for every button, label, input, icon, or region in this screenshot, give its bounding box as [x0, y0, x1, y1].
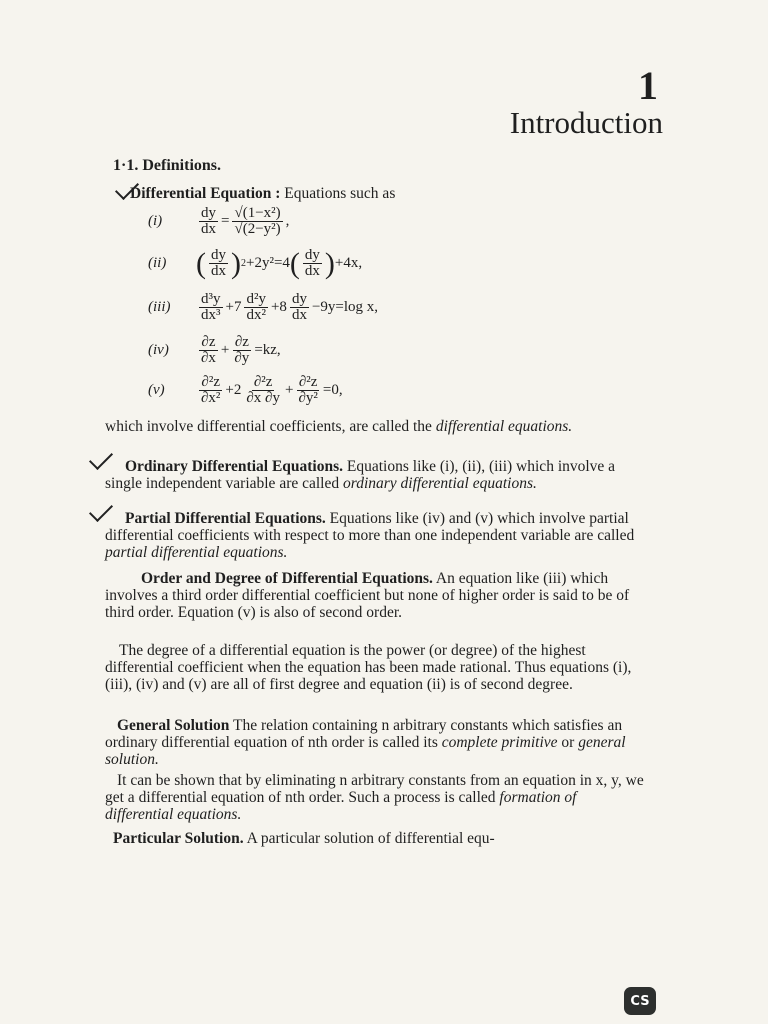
general-or: or: [557, 734, 579, 751]
fraction: [199, 206, 218, 237]
degree-text: The degree of a differential equation is the power (or degree) of the highest differential coefficient when the equation has been made rational. Thus equations (i), (iii), (iv) and (v) are all of first degree and equation (ii) is of second degree.: [105, 642, 632, 693]
fraction: [199, 292, 223, 323]
denominator: ∂y²: [298, 390, 318, 406]
fraction: [232, 335, 251, 366]
equation-i: (i) $\frac{dy}{dx}$ = $\frac{\text{√(1−x²)}}{\text{√(2−y²)}}$ ,: [148, 205, 290, 237]
general-heading: General Solution: [117, 717, 230, 734]
formation-italic: formation of differential equations.: [105, 789, 577, 823]
fraction: [296, 375, 319, 406]
fraction: [209, 248, 228, 279]
denominator: ∂x: [201, 350, 216, 366]
eq-operator: +2: [225, 382, 242, 398]
numerator: dy: [291, 291, 307, 307]
denominator: dx: [304, 263, 320, 279]
particular-text: A particular solution of differential equ-: [243, 830, 495, 847]
eq-operator: +7: [225, 299, 242, 315]
numerator: dy: [304, 247, 320, 263]
ordinary-paragraph: [105, 458, 645, 492]
fraction: [199, 375, 222, 406]
general-italic-2: general solution.: [105, 734, 626, 768]
eq-mid: +2y²=4: [246, 255, 290, 271]
order-text: An equation like (iii) which involves a third order differential coefficient but none of higher order is said to be of third order. Equation (v) is also of second order.: [105, 570, 630, 621]
denominator: ∂x ∂y: [246, 390, 280, 406]
ordinary-italic: ordinary differential equations.: [343, 475, 537, 492]
eq-tail: =kz,: [254, 342, 281, 358]
numerator: dy: [211, 247, 226, 263]
eq-tail: +4x,: [334, 255, 363, 271]
chapter-title: Introduction: [509, 105, 663, 140]
exponent: 2: [241, 258, 246, 269]
general-paragraph: [105, 717, 645, 768]
denominator: dx³: [201, 307, 221, 323]
numerator: d³y: [201, 291, 221, 307]
denominator: dx: [291, 307, 307, 323]
ordinary-text: Equations like (i), (ii), (iii) which involve a single independent variable are called: [105, 458, 616, 492]
numerator: ∂z: [234, 334, 249, 350]
eq-label: (ii): [148, 255, 167, 271]
fraction: [290, 292, 309, 323]
equation-ii: (ii) ( $\frac{dy}{dx}$ ) 2 +2y²=4 ( $\frac{dy}{dx}$ ) +4x,: [148, 246, 363, 280]
eq-label: (v): [148, 382, 165, 398]
section-number: 1·1.: [113, 157, 139, 174]
numerator: dy: [201, 205, 216, 221]
numerator: ∂²z: [298, 374, 318, 390]
denominator: dx²: [246, 307, 266, 323]
eq-label: (iii): [148, 299, 171, 315]
particular-paragraph: [105, 830, 645, 847]
section-heading: [113, 157, 221, 175]
fraction: [244, 292, 268, 323]
equations-summary: [105, 418, 645, 435]
eq-tail: =0,: [322, 382, 343, 398]
formation-text: It can be shown that by eliminating n arbitrary constants from an equation in x, y, we get a differential equation of nth order. Such a process is called: [105, 772, 644, 806]
eq-label: (iv): [148, 342, 169, 358]
eq-tail: −9y=log x,: [311, 299, 379, 315]
eq-tail: ,: [285, 213, 290, 229]
section-title: Definitions.: [142, 157, 222, 174]
ordinary-heading: Ordinary Differential Equations.: [125, 458, 344, 475]
partial-text: Equations like (iv) and (v) which involve partial differential coefficients with respect to more than one independent variable are called: [105, 510, 635, 544]
denominator: dx: [201, 221, 216, 237]
fraction: [244, 375, 282, 406]
denominator: ∂x²: [201, 390, 221, 406]
order-paragraph: [105, 570, 645, 621]
summary-text: which involve differential coefficients, are called the: [105, 418, 436, 435]
denominator: ∂y: [234, 350, 250, 366]
intro-lead: Differential Equation :: [130, 185, 281, 202]
numerator: d²y: [246, 291, 266, 307]
numerator: √(1−x²): [234, 205, 281, 221]
particular-heading: Particular Solution.: [113, 830, 244, 847]
partial-italic: partial differential equations.: [105, 544, 288, 561]
eq-operator: +: [284, 382, 294, 398]
eq-operator: +8: [270, 299, 287, 315]
fraction: [232, 206, 282, 237]
intro-line: [130, 185, 650, 202]
eq-label: (i): [148, 213, 163, 229]
chapter-number: 1: [638, 63, 658, 108]
order-heading: Order and Degree of Differential Equations.: [141, 570, 433, 587]
numerator: ∂z: [201, 334, 216, 350]
numerator: ∂²z: [253, 374, 273, 390]
denominator: dx: [211, 263, 226, 279]
general-italic-1: complete primitive: [441, 734, 558, 751]
summary-italic: differential equations.: [435, 418, 573, 435]
general-text: The relation containing n arbitrary constants which satisfies an ordinary differential equation of nth order is called its: [105, 717, 623, 751]
camscanner-badge: CS: [624, 987, 656, 1015]
formation-paragraph: [105, 772, 645, 823]
fraction: [199, 335, 218, 366]
partial-paragraph: [105, 510, 645, 561]
equation-iii: [148, 292, 378, 323]
numerator: ∂²z: [201, 374, 220, 390]
equation-v: [148, 375, 343, 406]
intro-text: Equations such as: [280, 185, 396, 202]
denominator: √(2−y²): [234, 221, 281, 237]
equation-iv: (iv) $\frac{\partial z}{\partial x}$ + $\frac{\partial z}{\partial y}$ =kz,: [148, 334, 281, 366]
partial-heading: Partial Differential Equations.: [125, 510, 326, 527]
fraction: [303, 248, 322, 279]
degree-paragraph: [105, 642, 645, 693]
